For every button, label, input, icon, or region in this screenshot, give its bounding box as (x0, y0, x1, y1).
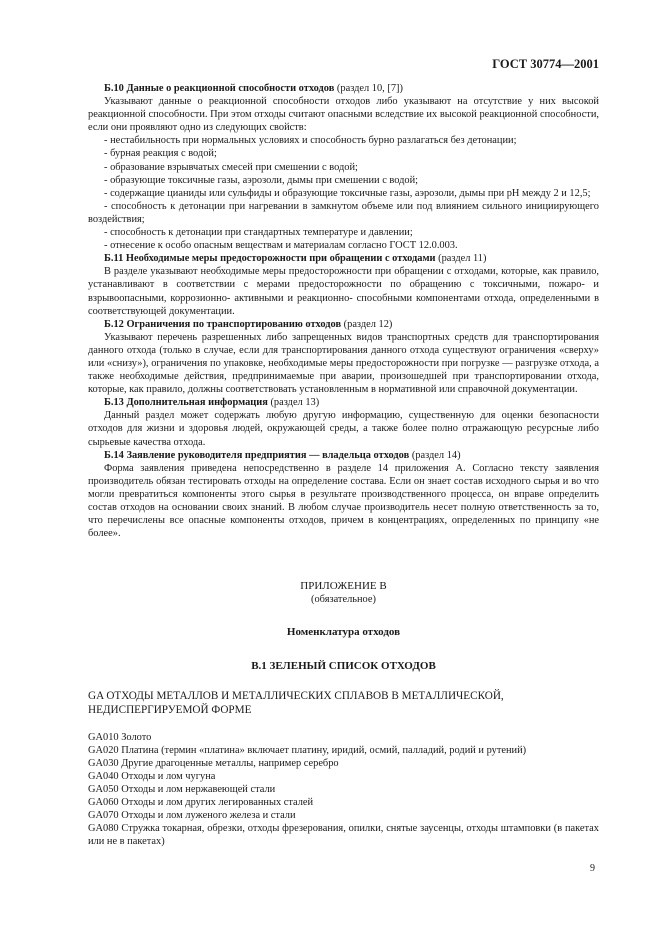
section-b13-text: Данный раздел может содержать любую другую информацию, существенную для оценки безопасности отходов для жизни и здоровья людей, окружающей среды, а также более полно отражающую ресурсные либо сырьевые качества отхода. (88, 410, 599, 448)
list-item: GA050 Отходы и лом нержавеющей стали (88, 784, 276, 796)
list-item: - образующие токсичные газы, аэрозоли, дымы при смешении с водой; (88, 174, 599, 187)
page-body (88, 82, 599, 849)
appendix-heading: Номенклатура отходов (286, 626, 401, 639)
list-item: - образование взрывчатых смесей при смешении с водой; (88, 161, 599, 174)
section-b11-heading: Б.11 Необходимые меры предосторожности при обращении с отходами (раздел 11) (104, 253, 487, 265)
section-heading: В.1 ЗЕЛЕНЫЙ СПИСОК ОТХОДОВ (251, 659, 436, 672)
section-b11-text: В разделе указывают необходимые меры предосторожности при обращении с отходами, которые, как правило, устанавливают в соответствии с мерами предосторожности по обращению с токсичными, пожаро- и взрывоопасными, коррозионно- активными и реакционно- способными компонентами отхода, определенными в соответствующей документации. (88, 266, 599, 317)
section-b10-heading: Б.10 Данные о реакционной способности отходов (раздел 10, [7]) (104, 83, 403, 94)
section-b10-intro: Указывают данные о реакционной способности отходов либо указывают на отсутствие у них высокой реакционной способности. При этом отходы считают опасными вследствие их высокой реакционной способности, если они проявляют одно из следующих свойств: (88, 96, 599, 134)
group-heading: GA ОТХОДЫ МЕТАЛЛОВ И МЕТАЛЛИЧЕСКИХ СПЛАВОВ В МЕТАЛЛИЧЕСКОЙ, НЕДИСПЕРГИРУЕМОЙ ФОРМЕ (88, 689, 504, 716)
list-item: - нестабильность при нормальных условиях и способность бурно разлагаться без детонации; (88, 134, 599, 147)
list-item: - способность к детонации при нагревании в замкнутом объеме или под влиянием сильного инициирующего воздействия; (88, 200, 599, 226)
section-b12-heading: Б.12 Ограничения по транспортированию отходов (раздел 12) (104, 318, 393, 330)
list-item: GA010 Золото (88, 731, 152, 743)
section-b12-text: Указывают перечень разрешенных либо запрещенных видов транспортных средств для транспортирования данного отхода (только в случае, если для транспортирования данного отхода существуют ограничения «сверху» или «снизу»), ограничения по упаковке, необходимые меры предосторожности при погрузке — разгрузке отхода, а также необходимые действия, предпринимаемые при аварии, произошедшей при транспортировании отхода, которые, как правило, должны соответствовать установленным в нормативной или справочной документации. (88, 331, 599, 396)
list-item: GA080 Стружка токарная, обрезки, отходы фрезерования, опилки, снятые заусенцы, отходы штамповки (в пакетах или не в пакетах) (88, 823, 599, 848)
section-b14-text: Форма заявления приведена непосредственно в разделе 14 приложения А. Согласно тексту заявления производитель обязан тестировать отходы на определение состава. Если он знает состав исходного сырья и во что могли превратиться компоненты этого сырья в результате производственного процесса, он вправе определить состав отходов на основании своих знаний. В любом случае производитель несет полную ответственность за то, что перечислены все опасные компоненты отходов, причем в концентрациях, определенных по принципу «не более». (88, 462, 599, 540)
list-item: GA020 Платина (термин «платина» включает платину, иридий, осмий, палладий, родий и рутений) (88, 744, 527, 756)
page-number: 9 (590, 863, 595, 874)
list-item: GA060 Отходы и лом других легированных сталей (88, 797, 314, 809)
section-b14-heading: Б.14 Заявление руководителя предприятия — владельца отходов (раздел 14) (104, 449, 461, 461)
list-item: - способность к детонации при стандартных температуре и давлении; (88, 226, 599, 239)
waste-code-list (88, 731, 599, 849)
list-item: GA030 Другие драгоценные металлы, например серебро (88, 757, 339, 769)
section-b13-heading: Б.13 Дополнительная информация (раздел 13) (104, 397, 320, 409)
list-item: - содержащие цианиды или сульфиды и образующие токсичные газы, аэрозоли, дымы при pH между 2 и 12,5; (88, 187, 599, 200)
list-item: GA070 Отходы и лом луженого железа и стали (88, 810, 296, 822)
appendix-title: ПРИЛОЖЕНИЕ В (300, 580, 387, 593)
appendix-subtitle: (обязательное) (311, 594, 376, 606)
list-item: - отнесение к особо опасным веществам и материалам согласно ГОСТ 12.0.003. (88, 239, 599, 252)
list-item: - бурная реакция с водой; (88, 147, 599, 160)
list-item: GA040 Отходы и лом чугуна (88, 770, 216, 782)
document-code: ГОСТ 30774—2001 (492, 57, 599, 71)
